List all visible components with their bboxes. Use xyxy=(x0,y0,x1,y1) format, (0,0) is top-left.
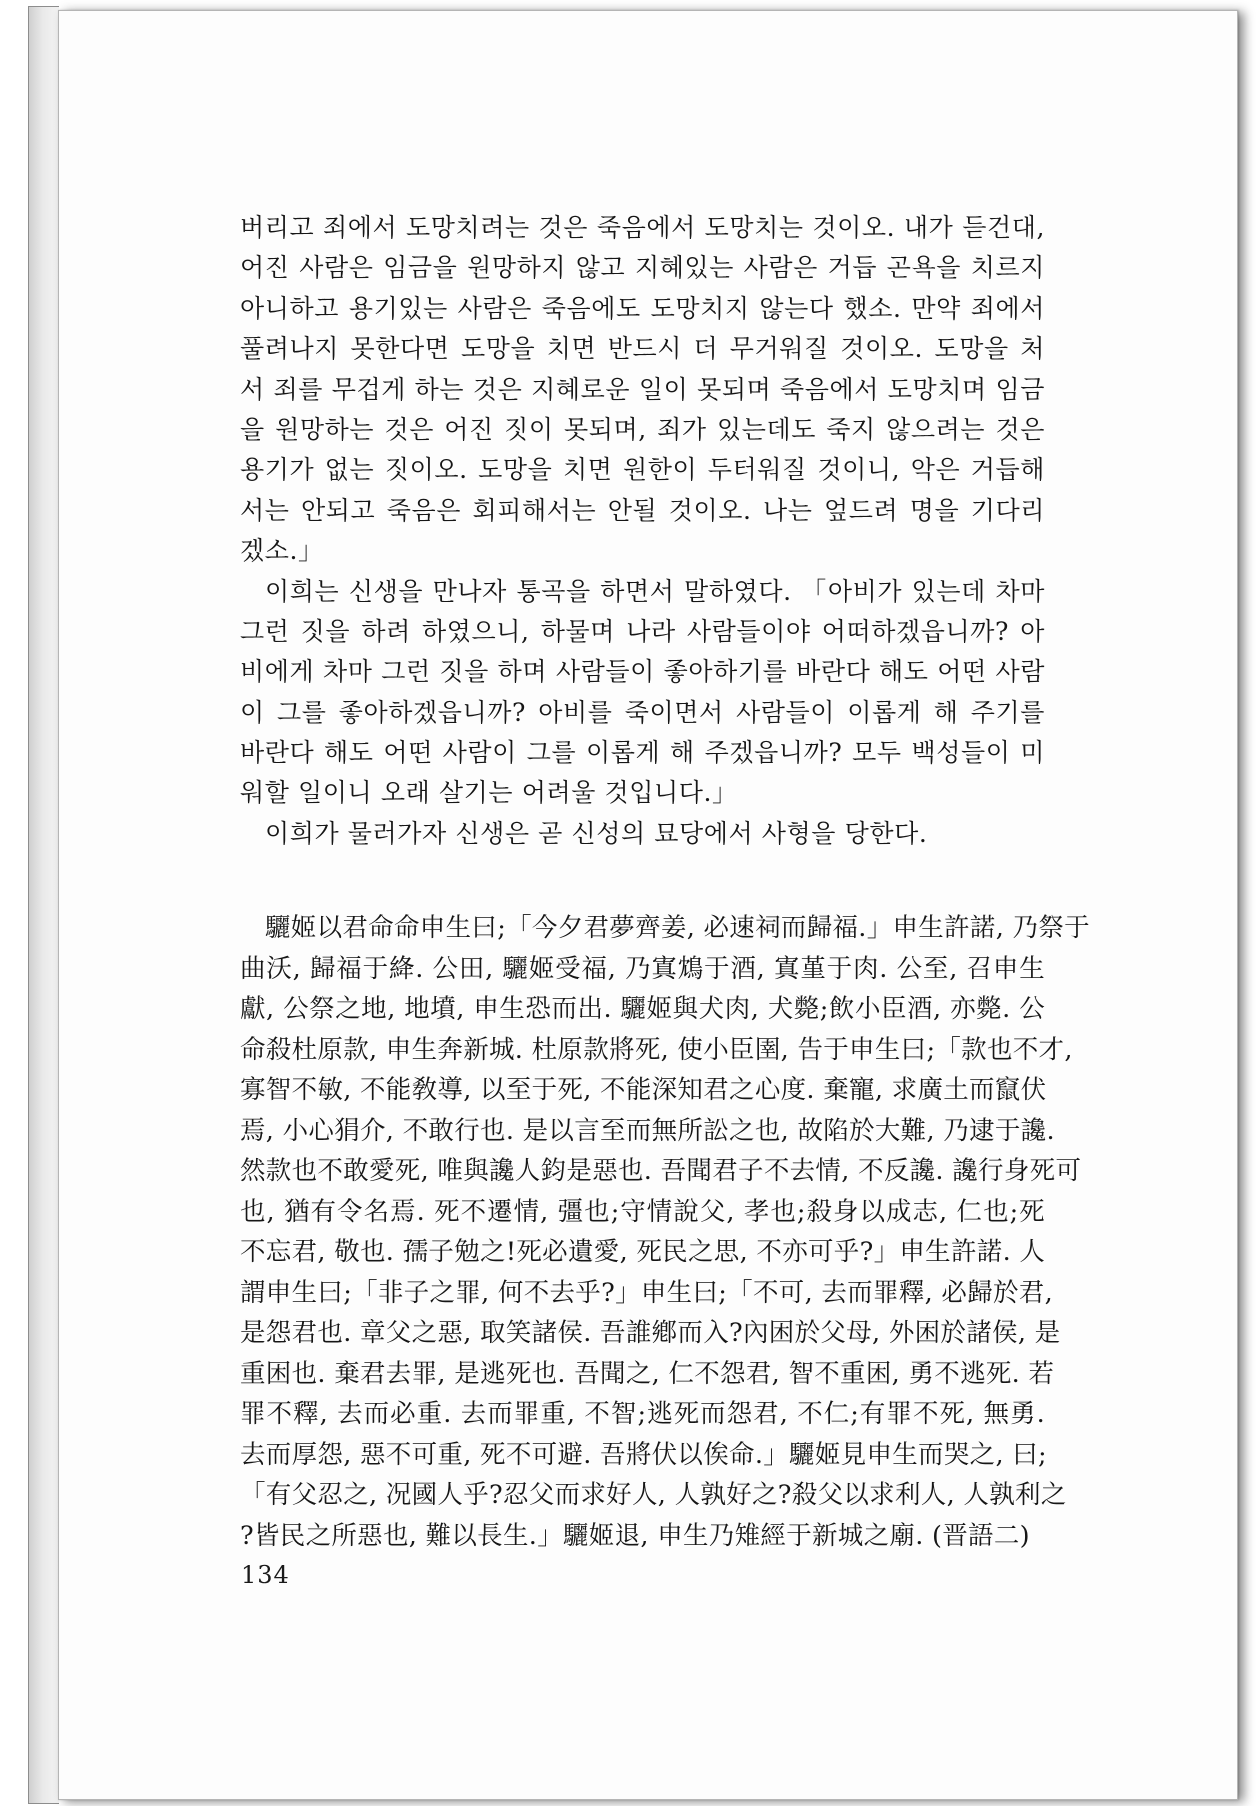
hanmun-line: 然款也不敢愛死, 唯與讒人鈞是惡也. 吾聞君子不去情, 不反讒. 讒行身死可 xyxy=(240,1156,1082,1186)
hanmun-line: 命殺杜原款, 申生奔新城. 杜原款將死, 使小臣圉, 告于申生曰;「款也不才, xyxy=(240,1034,1073,1065)
korean-line: 용기가 없는 짓이오. 도망을 치면 원한이 두터워질 것이니, 악은 거듭해 xyxy=(240,455,1045,485)
hanmun-line: 去而厚怨, 惡不可重, 死不可避. 吾將伏以俟命.」驪姬見申生而哭之, 曰; xyxy=(240,1439,1047,1470)
hanmun-line: 不忘君, 敬也. 孺子勉之!死必遺愛, 死民之思, 不亦可乎?」申生許諾. 人 xyxy=(240,1237,1046,1267)
korean-line: 을 원망하는 것은 어진 짓이 못되며, 죄가 있는데도 죽지 않으려는 것은 xyxy=(240,414,1045,444)
page-number: 134 xyxy=(241,1561,290,1589)
korean-line: 서 죄를 무겁게 하는 것은 지혜로운 일이 못되며 죽음에서 도망치며 임금 xyxy=(240,374,1045,404)
korean-line: 버리고 죄에서 도망치려는 것은 죽음에서 도망치는 것이오. 내가 듣건대, xyxy=(240,213,1045,242)
korean-line: 이 그를 좋아하겠읍니까? 아비를 죽이면서 사람들이 이롭게 해 주기를 xyxy=(240,697,1045,727)
korean-line: 서는 안되고 죽음은 회피해서는 안될 것이오. 나는 엎드려 명을 기다리 xyxy=(240,495,1045,525)
korean-line: 이희가 물러가자 신생은 곧 신성의 묘당에서 사형을 당한다. xyxy=(265,818,928,848)
hanmun-line: 獻, 公祭之地, 地墳, 申生恐而出. 驪姬與犬肉, 犬斃;飲小臣酒, 亦斃. 公 xyxy=(240,994,1045,1024)
hanmun-line: 「有父忍之, 况國人乎?忍父而求好人, 人孰好之?殺父以求利人, 人孰利之 xyxy=(240,1480,1067,1510)
hanmun-line: 謂申生曰;「非子之罪, 何不去乎?」申生曰;「不可, 去而罪釋, 必歸於君, xyxy=(240,1277,1053,1308)
korean-line: 어진 사람은 임금을 원망하지 않고 지혜있는 사람은 거듭 곤욕을 치르지 xyxy=(240,253,1045,283)
hanmun-line: 重困也. 棄君去罪, 是逃死也. 吾聞之, 仁不怨君, 智不重困, 勇不逃死. 若 xyxy=(240,1358,1055,1389)
korean-translation xyxy=(240,208,1045,854)
classical-chinese-original xyxy=(240,908,1090,1556)
hanmun-line: 也, 猶有令名焉. 死不遷情, 彊也;守情說父, 孝也;殺身以成志, 仁也;死 xyxy=(240,1196,1045,1227)
hanmun-line: 曲沃, 歸福于絳. 公田, 驪姬受福, 乃寘鴆于酒, 寘堇于肉. 公至, 召申生 xyxy=(240,953,1045,984)
korean-line: 겠소.」 xyxy=(240,536,324,566)
korean-line: 비에게 차마 그런 짓을 하며 사람들이 좋아하기를 바란다 해도 어떤 사람 xyxy=(240,657,1045,687)
korean-line: 풀려나지 못한다면 도망을 치면 반드시 더 무거워질 것이오. 도망을 처 xyxy=(240,334,1045,364)
hanmun-line: 驪姬以君命命申生曰;「今夕君夢齊姜, 必速祠而歸福.」申生許諾, 乃祭于 xyxy=(265,913,1090,943)
hanmun-line: 焉, 小心狷介, 不敢行也. 是以言至而無所訟之也, 故陷於大難, 乃逮于讒. xyxy=(240,1115,1055,1146)
korean-line: 이희는 신생을 만나자 통곡을 하면서 말하였다. 「아비가 있는데 차마 xyxy=(265,576,1045,606)
korean-line: 워할 일이니 오래 살기는 어려울 것입니다.」 xyxy=(240,778,738,808)
korean-line: 바란다 해도 어떤 사람이 그를 이롭게 해 주겠읍니까? 모두 백성들이 미 xyxy=(240,738,1045,768)
korean-line: 아니하고 용기있는 사람은 죽음에도 도망치지 않는다 했소. 만약 죄에서 xyxy=(240,293,1045,323)
book-spine xyxy=(28,6,59,1804)
korean-line: 그런 짓을 하려 하였으니, 하물며 나라 사람들이야 어떠하겠읍니까? 아 xyxy=(240,616,1045,646)
hanmun-line: ?皆民之所惡也, 難以長生.」驪姬退, 申生乃雉經于新城之廟. (晋語二) xyxy=(240,1520,1030,1551)
hanmun-line: 罪不釋, 去而必重. 去而罪重, 不智;逃死而怨君, 不仁;有罪不死, 無勇. xyxy=(240,1399,1045,1429)
hanmun-line: 寡智不敏, 不能敎導, 以至于死, 不能深知君之心度. 棄寵, 求廣土而竄伏 xyxy=(240,1075,1047,1105)
hanmun-line: 是怨君也. 章父之惡, 取笑諸侯. 吾誰鄕而入?內困於父母, 外困於諸侯, 是 xyxy=(240,1318,1061,1348)
